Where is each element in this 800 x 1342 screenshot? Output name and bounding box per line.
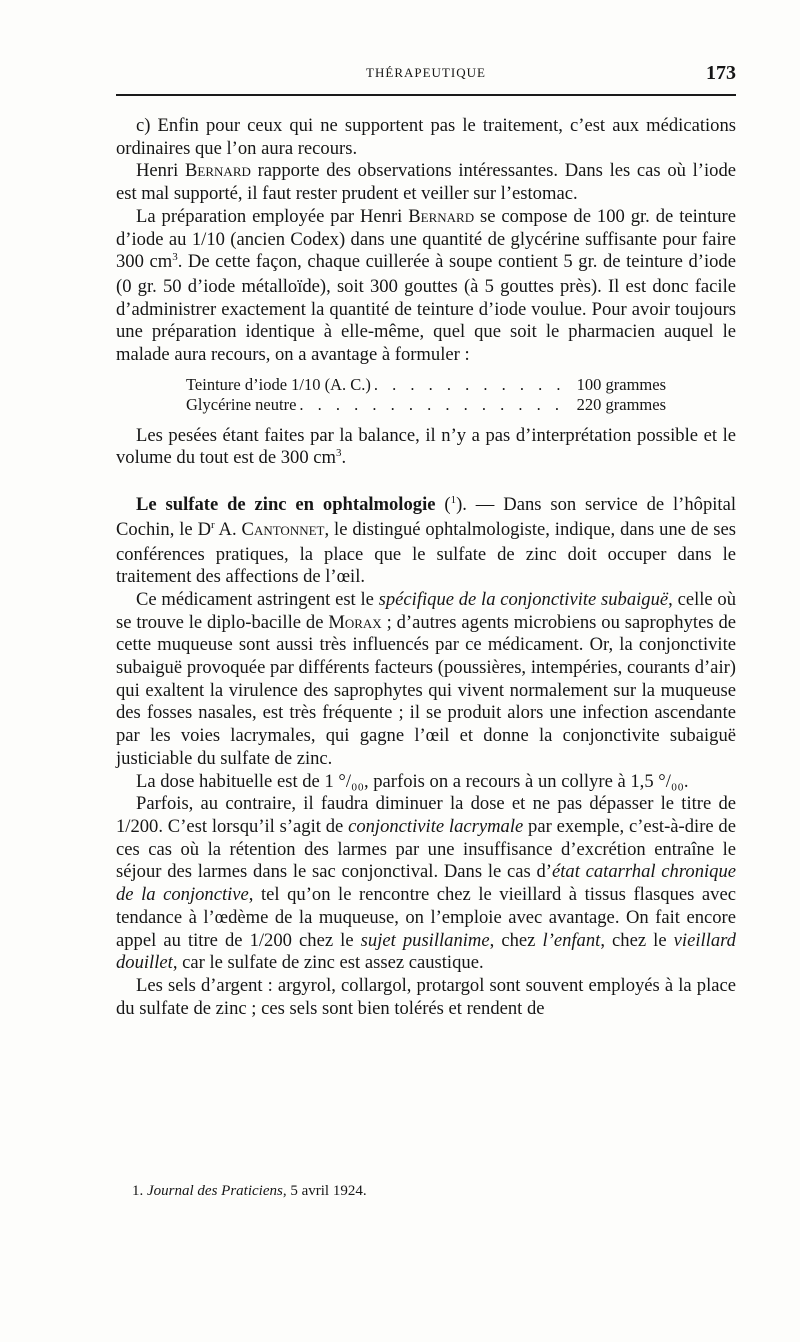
paragraph-astringent bbox=[116, 589, 736, 771]
paragraph-weighing bbox=[116, 425, 736, 472]
superscript: 3 bbox=[336, 447, 342, 460]
superscript: 3 bbox=[172, 251, 178, 264]
text-run: rapporte des observations intéressantes. Dans les cas où l’iode est mal supporté, il faut rester prudent et veiller sur l’estomac. bbox=[116, 160, 737, 205]
paragraph-bernard-observations bbox=[116, 160, 736, 205]
ingredient-amount: 100 grammes bbox=[576, 374, 666, 394]
footnote-number: 1. bbox=[132, 1183, 147, 1199]
italic-term: état catarrhal chronique de la conjonctive bbox=[116, 861, 736, 906]
paragraph-option-c bbox=[116, 115, 736, 160]
author-name: Bernard bbox=[408, 205, 475, 227]
text-run: , chez bbox=[489, 929, 543, 951]
page-number: 173 bbox=[706, 62, 736, 84]
text-run: , celle où se trouve le diplo-bacille de bbox=[116, 588, 736, 633]
text-run: c) Enfin pour ceux qui ne supportent pas le traitement, c’est aux médications ordinaires que l’on aura recours. bbox=[116, 115, 736, 159]
author-name: Morax bbox=[328, 611, 382, 633]
prescription-line bbox=[186, 375, 666, 395]
author-name: Bernard bbox=[185, 160, 251, 182]
footnote-journal: Journal des Praticiens bbox=[147, 1183, 283, 1199]
text-run: La préparation employée par Henri bbox=[136, 205, 409, 227]
italic-term: l’enfant bbox=[542, 929, 601, 951]
running-head bbox=[116, 62, 736, 90]
text-run: Les pesées étant faites par la balance, il n’y a pas d’interprétation possible et le volume du tout est de 300 cm bbox=[116, 424, 736, 469]
text-run: par exemple, c’est-à-dire de ces cas où la rétention des larmes par une insuffisance d’excrétion entraîne le séjour des larmes dans le sac conjonctival. Dans le cas d’ bbox=[116, 815, 736, 883]
text-run: A. bbox=[214, 518, 242, 540]
text-run: La dose habituelle est de 1 °/₀₀, parfois on a recours à un collyre à 1,5 °/₀₀. bbox=[136, 770, 689, 792]
paragraph-reduced-dose bbox=[116, 793, 736, 975]
text-run: Henri bbox=[136, 160, 186, 182]
section-zinc-sulfate bbox=[116, 494, 736, 589]
italic-term: sujet pusillanime bbox=[360, 929, 490, 951]
main-text bbox=[116, 115, 736, 1020]
text-run: , car le sulfate de zinc est assez caustique. bbox=[172, 952, 484, 974]
footnote bbox=[116, 1183, 736, 1200]
footnote-date: , 5 avril 1924. bbox=[282, 1183, 367, 1199]
prescription bbox=[186, 375, 666, 415]
paragraph-silver-salts bbox=[116, 975, 736, 1020]
ingredient-amount: 220 grammes bbox=[576, 394, 666, 414]
section-spacer bbox=[116, 472, 736, 494]
author-name: Cantonnet bbox=[241, 518, 325, 540]
text-run: , tel qu’on le rencontre chez le vieillard à tissus flasques avec tendance à l’œdème de la muqueuse, on l’emploie avec avantage. On fait encore appel au titre de 1/200 chez le bbox=[116, 884, 736, 951]
italic-term: spécifique de la conjonctivite subaiguë bbox=[378, 588, 669, 610]
text-run: , chez le bbox=[600, 929, 674, 951]
section-title: Le sulfate de zinc en ophtalmologie bbox=[136, 494, 436, 516]
dot-leader bbox=[374, 375, 574, 395]
italic-term: conjonctivite lacrymale bbox=[348, 815, 524, 837]
text-run: Parfois, au contraire, il faudra diminuer la dose et ne pas dépasser le titre de 1/200. C’est lorsqu’il s’agit de bbox=[116, 793, 736, 837]
paragraph-preparation bbox=[116, 206, 736, 367]
text-run: . — Dans son service de l’hôpital Cochin, le D bbox=[116, 494, 736, 540]
text-run: . bbox=[341, 447, 347, 469]
footnote-reference: ($^1$) bbox=[444, 494, 463, 516]
text-run: , le distingué ophtalmologiste, indique, dans une de ses conférences pratiques, la place que le sulfate de zinc doit occuper dans le traitement des affections de l’œil. bbox=[116, 518, 736, 588]
paragraph-dose bbox=[116, 771, 736, 794]
ingredient-name: Teinture d’iode 1/10 (A. C.) bbox=[186, 374, 371, 394]
text-run: . De cette façon, chaque cuillerée à soupe contient 5 gr. de teinture d’iode (0 gr. 50 d’iode métalloïde), soit 300 gouttes (à 5 gouttes près). Il est donc facile d’administrer exactement la quantité de teinture d’iode voulue. Pour avoir toujours une préparation identique à elle-même, quel que soit le pharmacien auquel le malade aura recours, on a avantage à formuler : bbox=[116, 251, 736, 366]
superscript: r bbox=[211, 518, 215, 531]
text-run: Les sels d’argent : argyrol, collargol, protargol sont souvent employés à la place du sulfate de zinc ; ces sels sont bien tolérés et rendent de bbox=[116, 974, 736, 1019]
text-run: se compose de 100 gr. de teinture d’iode au 1/10 (ancien Codex) dans une quantité de glycérine suffisante pour faire 300 cm bbox=[116, 205, 737, 273]
dot-leader bbox=[299, 395, 573, 415]
text-run: Ce médicament astringent est le bbox=[136, 588, 379, 610]
prescription-line bbox=[186, 395, 666, 415]
italic-term: vieillard douillet bbox=[116, 929, 736, 974]
ingredient-name: Glycérine neutre bbox=[186, 394, 297, 414]
header-rule bbox=[116, 94, 736, 96]
text-run: ; d’autres agents microbiens ou saprophytes de cette muqueuse sont aussi très influencés par ce médicament. Or, la conjonctivite subaiguë provoquée par différents facteurs (poussières, intempéries, courants d’air) qui exaltent la virulence des saprophytes qui vivent normalement sur la muqueuse des fosses nasales, est très fréquente ; il se produit alors une infection ascendante par les voies lacrymales, qui gagne l’œil et donne la conjonctivite subaiguë justiciable du sulfate de zinc. bbox=[116, 611, 736, 769]
running-title: THÉRAPEUTIQUE bbox=[366, 65, 486, 80]
